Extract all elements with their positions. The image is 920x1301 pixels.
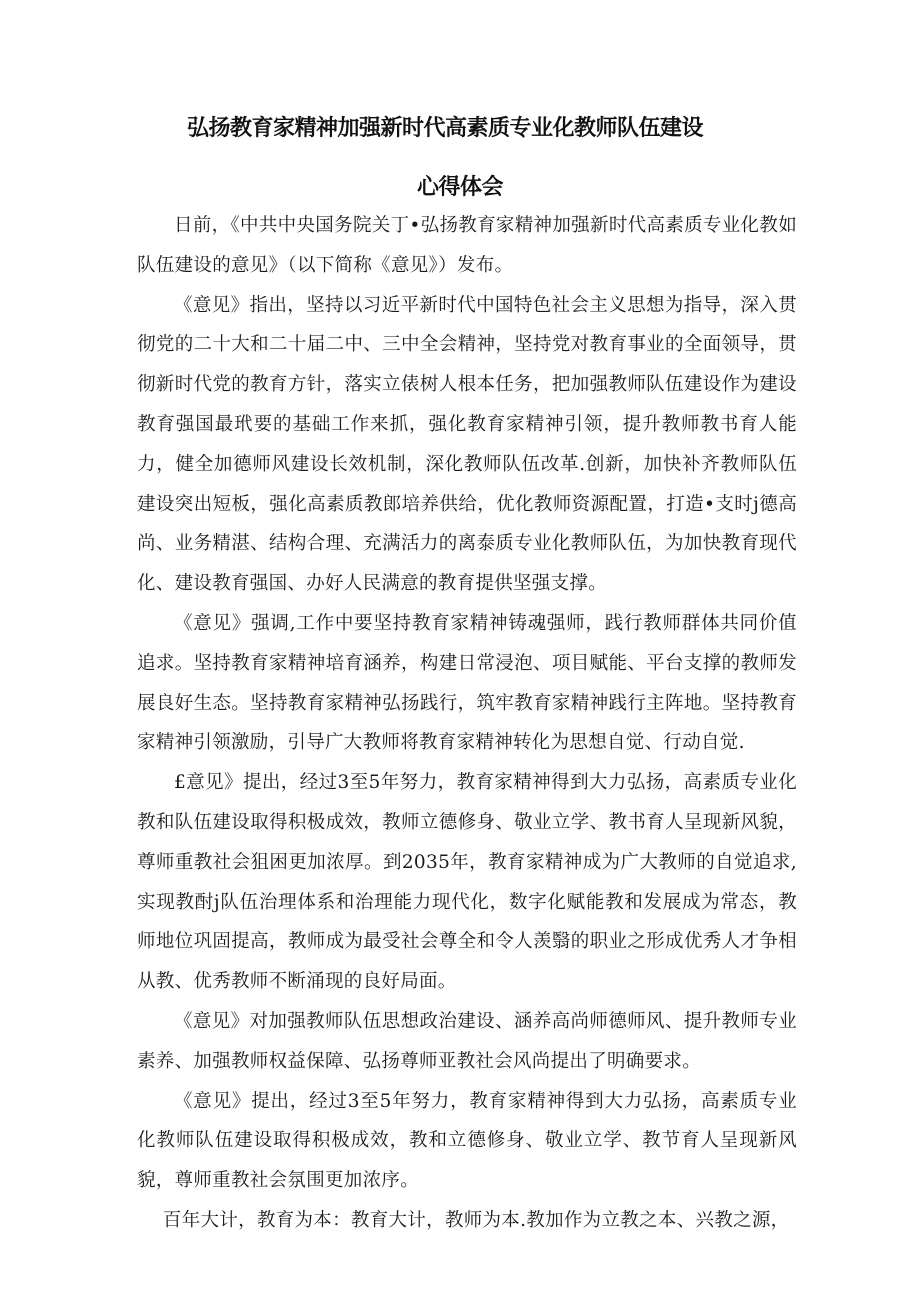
paragraph-emphasis: 《意见》强调,工作中要坚持教育家精神铸魂强师，践行教师群体共同价值追求。坚持教育家精神培育涵养，构建日常浸泡、项目赋能、平台支撑的教师发展良好生态。坚持教育家精神弘扬践行，筑牢教育家精神践行主阵地。坚持教育家精神引领激励，引导广大教师将教育家精神转化为思想自觉、行动自觉. [137,612,797,754]
document-body [137,206,797,1241]
paragraph-goals-repeat: 《意见》提出，经过3至5年努力，教育家精神得到大力弘扬，高素质专业化教师队伍建设取得积极成效，教和立德修身、敬业立学、教节育人呈现新风貌，尊师重教社会氛围更加浓序。 [137,1090,797,1192]
paragraph-guiding-principles: 《意见》指出，坚持以习近平新时代中国特色社会主义思想为指导，深入贯彻党的二十大和二十届二中、三中全会精神，坚持党对教育事业的全面领导，贯彻新时代党的教育方针，落实立俵树人根本任务，把加强教师队伍建设作为建设教育强国最玳要的基础工作来抓，强化教育家精神引领，提升教师教书育人能力，健全加德师风建设长效机制，深化教师队伍改革.创新，加快补齐教师队伍建设突出短板，强化高素质教郎培养供给，优化教师资源配置，打造•支时j德高尚、业务精湛、结构合理、充满活力的离泰质专业化教师队伍，为加快教育现代化、建设教育强国、办好人民满意的教育提供坚强支撑。 [137,294,797,595]
document-subtitle: 心得体会 [416,175,503,200]
paragraph-goals: £意见》提出，经过3至5年努力，教育家精神得到大力弘扬，高素质专业化教和队伍建设取得积极成效，教师立德修身、敬业立学、教书育人呈现新风貌，尊师重教社会狙困更加浓厚。到2035年，教育家精神成为广大教师的自觉追求,实现教酎j队伍治理体系和治理能力现代化，数字化赋能教和发展成为常态，教师地位巩固提高，教师成为最受社会尊全和令人羡翳的职业之形成优秀人才争相从教、优秀教师不断涌现的良好局面。 [137,772,797,993]
paragraph-requirements: 《意见》对加强教师队伍思想政治建设、涵养高尚师德师风、提升教师专业素养、加强教师权益保障、弘扬尊师亚教社会风尚提出了明确要求。 [137,1010,797,1072]
document-title: 弘扬教育家精神加强新时代高素质专业化教师队伍建设 [186,116,703,141]
paragraph-closing: 百年大计，教育为本：教育大计，教师为本.教加作为立教之本、兴教之源， [162,1209,790,1231]
paragraph-intro: 日前，《中共中央国务院关丁•弘扬教育家精神加强新时代高素质专业化教如队伍建设的意见》（以下简称《意见》）发布。 [137,215,797,276]
